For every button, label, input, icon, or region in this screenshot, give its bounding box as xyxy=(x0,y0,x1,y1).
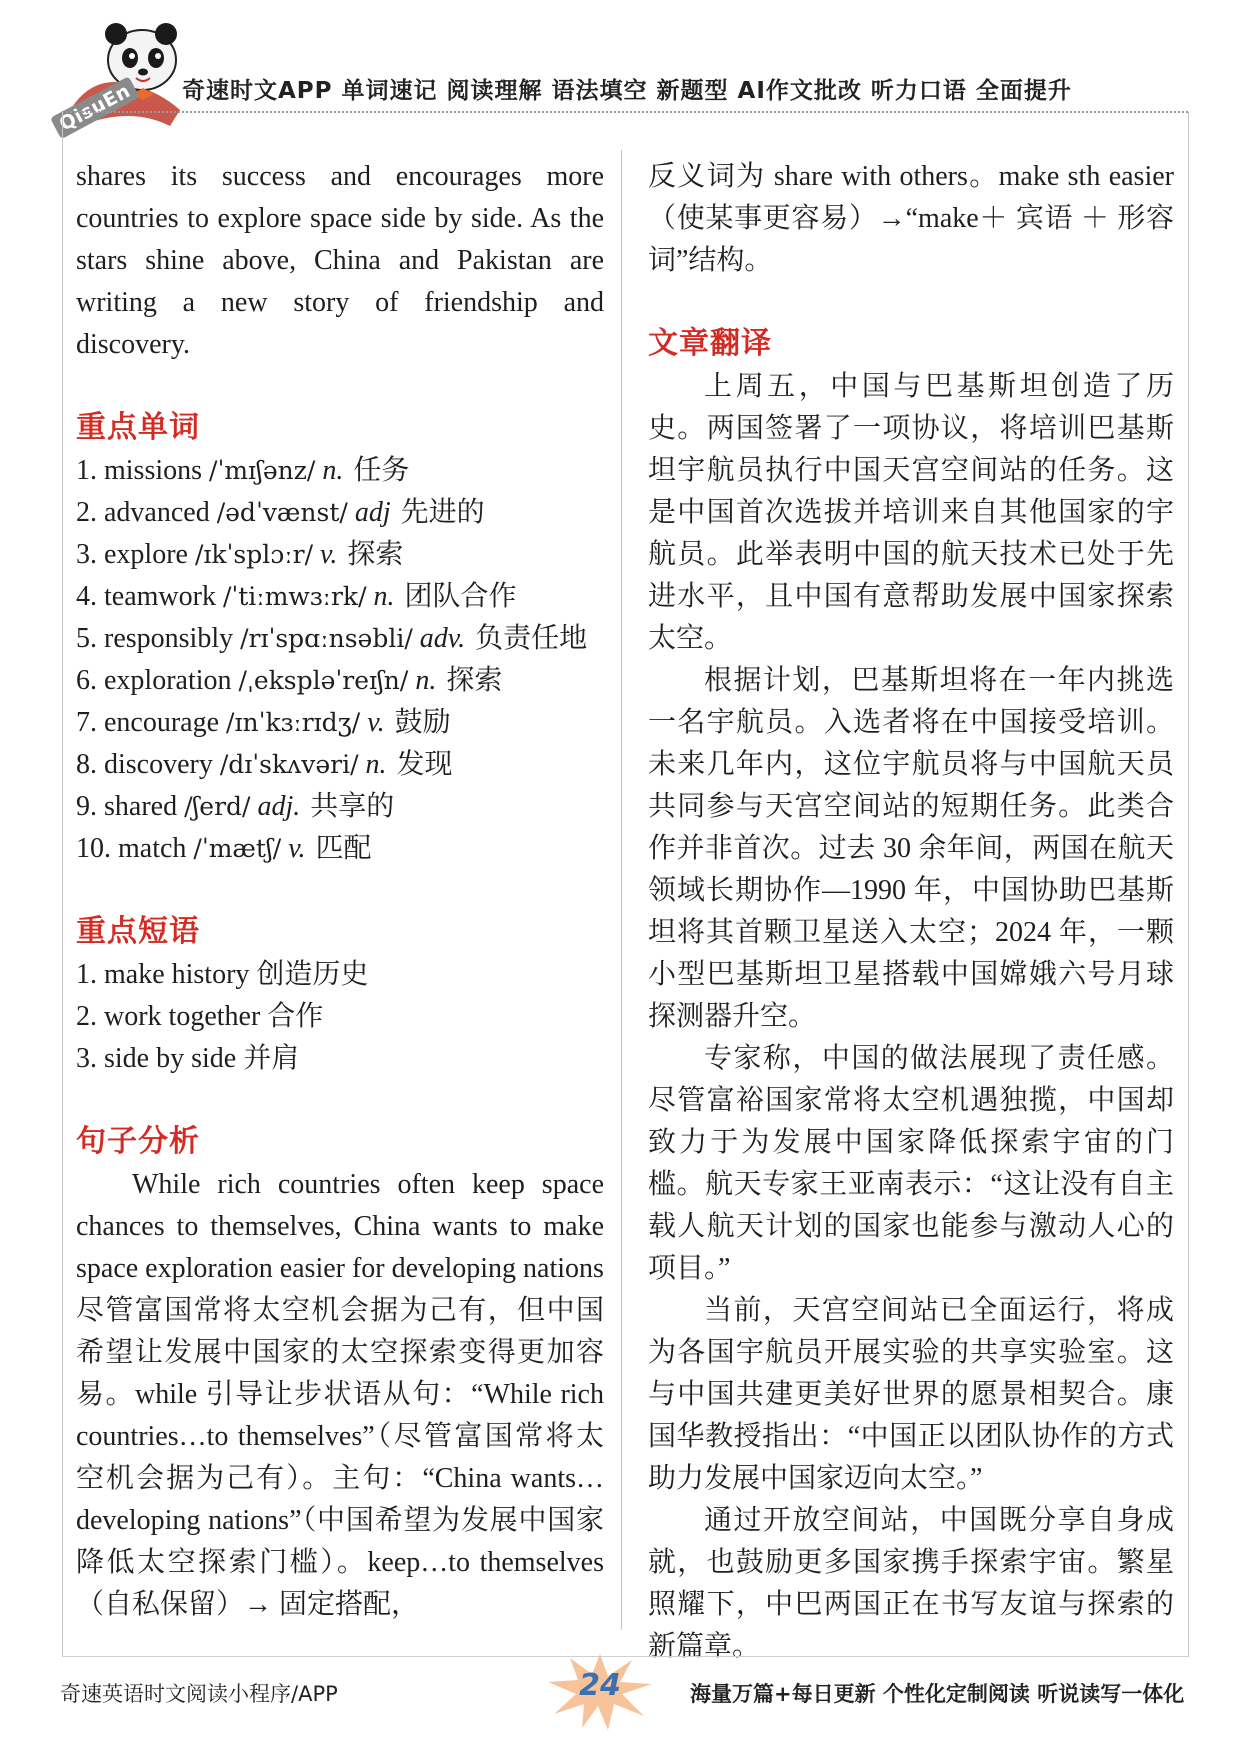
vocab-list xyxy=(76,450,604,870)
vocab-item: 8. discovery /dɪˈskʌvəri/ n. 发现 xyxy=(76,749,453,780)
translation-paragraph: 通过开放空间站，中国既分享自身成就，也鼓励更多国家携手探索宇宙。繁星照耀下，中巴两国正在书写友谊与探索的新篇章。 xyxy=(648,1505,1174,1662)
vocab-item: 5. responsibly /rɪˈspɑːnsəbli/ adv. 负责任地 xyxy=(76,623,588,654)
analysis-continuation: 反义词为 share with others。make sth easier（使某事更容易）→“make＋ 宾语 ＋ 形容词”结构。 xyxy=(648,161,1174,276)
vocab-item: 2. advanced /ədˈvænst/ adj 先进的 xyxy=(76,497,485,528)
vocab-item: 3. explore /ɪkˈsplɔːr/ v. 探索 xyxy=(76,539,404,570)
page-footer xyxy=(0,1660,1242,1756)
phrase-section-title: 重点短语 xyxy=(76,914,200,949)
vocab-item: 10. match /ˈmætʃ/ v. 匹配 xyxy=(76,833,372,864)
sentence-analysis: 尽管富国常将太空机会据为己有，但中国希望让发展中国家的太空探索变得更加容易。while 引导让步状语从句：“While rich countries…to themselves”（尽管富国常将太空机会据为己有）。主句：“China wants…developing nations”（中国希望为发展中国家降低太空探索门槛）。keep…to themselves（自私保留）→ 固定搭配， xyxy=(76,1295,604,1620)
analyzed-sentence: While rich countries often keep space chances to themselves, China wants to make space exploration easier for developing nations xyxy=(76,1169,604,1284)
frame-left-border xyxy=(62,112,63,1657)
column-divider xyxy=(621,150,622,1630)
header-divider xyxy=(62,111,1188,113)
vocab-item: 7. encourage /ɪnˈkɜːrɪdʒ/ v. 鼓励 xyxy=(76,707,451,738)
frame-right-border xyxy=(1188,112,1189,1657)
phrase-item: 1. make history 创造历史 xyxy=(76,959,369,990)
page-number: 24 xyxy=(579,1668,621,1703)
left-column xyxy=(76,156,604,1626)
translation-paragraph: 专家称，中国的做法展现了责任感。尽管富裕国家常将太空机遇独揽，中国却致力于为发展中国家降低探索宇宙的门槛。航天专家王亚南表示：“这让没有自主载人航天计划的国家也能参与激动人心的项目。” xyxy=(648,1043,1174,1284)
vocab-item: 4. teamwork /ˈtiːmwɜːrk/ n. 团队合作 xyxy=(76,581,517,612)
article-ending-paragraph: shares its success and encourages more countries to explore space side by side. As the stars shine above, China and Pakistan are writing a new story of friendship and discovery. xyxy=(76,161,604,360)
vocab-item: 1. missions /ˈmɪʃənz/ n. 任务 xyxy=(76,455,410,486)
translation-section-title: 文章翻译 xyxy=(648,326,772,361)
phrase-item: 3. side by side 并肩 xyxy=(76,1043,300,1074)
footer-slogan: 海量万篇+每日更新 个性化定制阅读 听说读写一体化 xyxy=(690,1682,1185,1706)
qisuen-logo-text: QisuEn xyxy=(50,76,140,139)
translation-paragraph: 上周五，中国与巴基斯坦创造了历史。两国签署了一项协议，将培训巴基斯坦宇航员执行中国天宫空间站的任务。这是中国首次选拔并培训来自其他国家的宇航员。此举表明中国的航天技术已处于先进水平，且中国有意帮助发展中国家探索太空。 xyxy=(648,371,1174,654)
translation-paragraph: 当前，天宫空间站已全面运行，将成为各国宇航员开展实验的共享实验室。这与中国共建更美好世界的愿景相契合。康国华教授指出：“中国正以团队协作的方式助力发展中国家迈向太空。” xyxy=(648,1295,1174,1494)
translation-paragraph: 根据计划，巴基斯坦将在一年内挑选一名宇航员。入选者将在中国接受培训。未来几年内，这位宇航员将与中国航天员共同参与天宫空间站的短期任务。此类合作并非首次。过去 30 余年间，两国在航天领域长期协作—1990 年，中国协助巴基斯坦将其首颗卫星送入太空；2024 年，一颗小型巴基斯坦卫星搭载中国嫦娥六号月球探测器升空。 xyxy=(648,665,1174,1032)
vocab-section-title: 重点单词 xyxy=(76,410,200,445)
phrase-list xyxy=(76,954,604,1080)
header-tagline: 奇速时文APP 单词速记 阅读理解 语法填空 新题型 AI作文批改 听力口语 全面提升 xyxy=(182,78,1072,104)
phrase-item: 2. work together 合作 xyxy=(76,1001,324,1032)
vocab-item: 9. shared /ʃerd/ adj. 共享的 xyxy=(76,791,395,822)
vocab-item: 6. exploration /ˌekspləˈreɪʃn/ n. 探索 xyxy=(76,665,503,696)
right-column xyxy=(648,156,1174,1668)
sentence-section-title: 句子分析 xyxy=(76,1124,200,1159)
footer-app-name: 奇速英语时文阅读小程序/APP xyxy=(60,1682,338,1706)
page-header xyxy=(0,0,1242,136)
